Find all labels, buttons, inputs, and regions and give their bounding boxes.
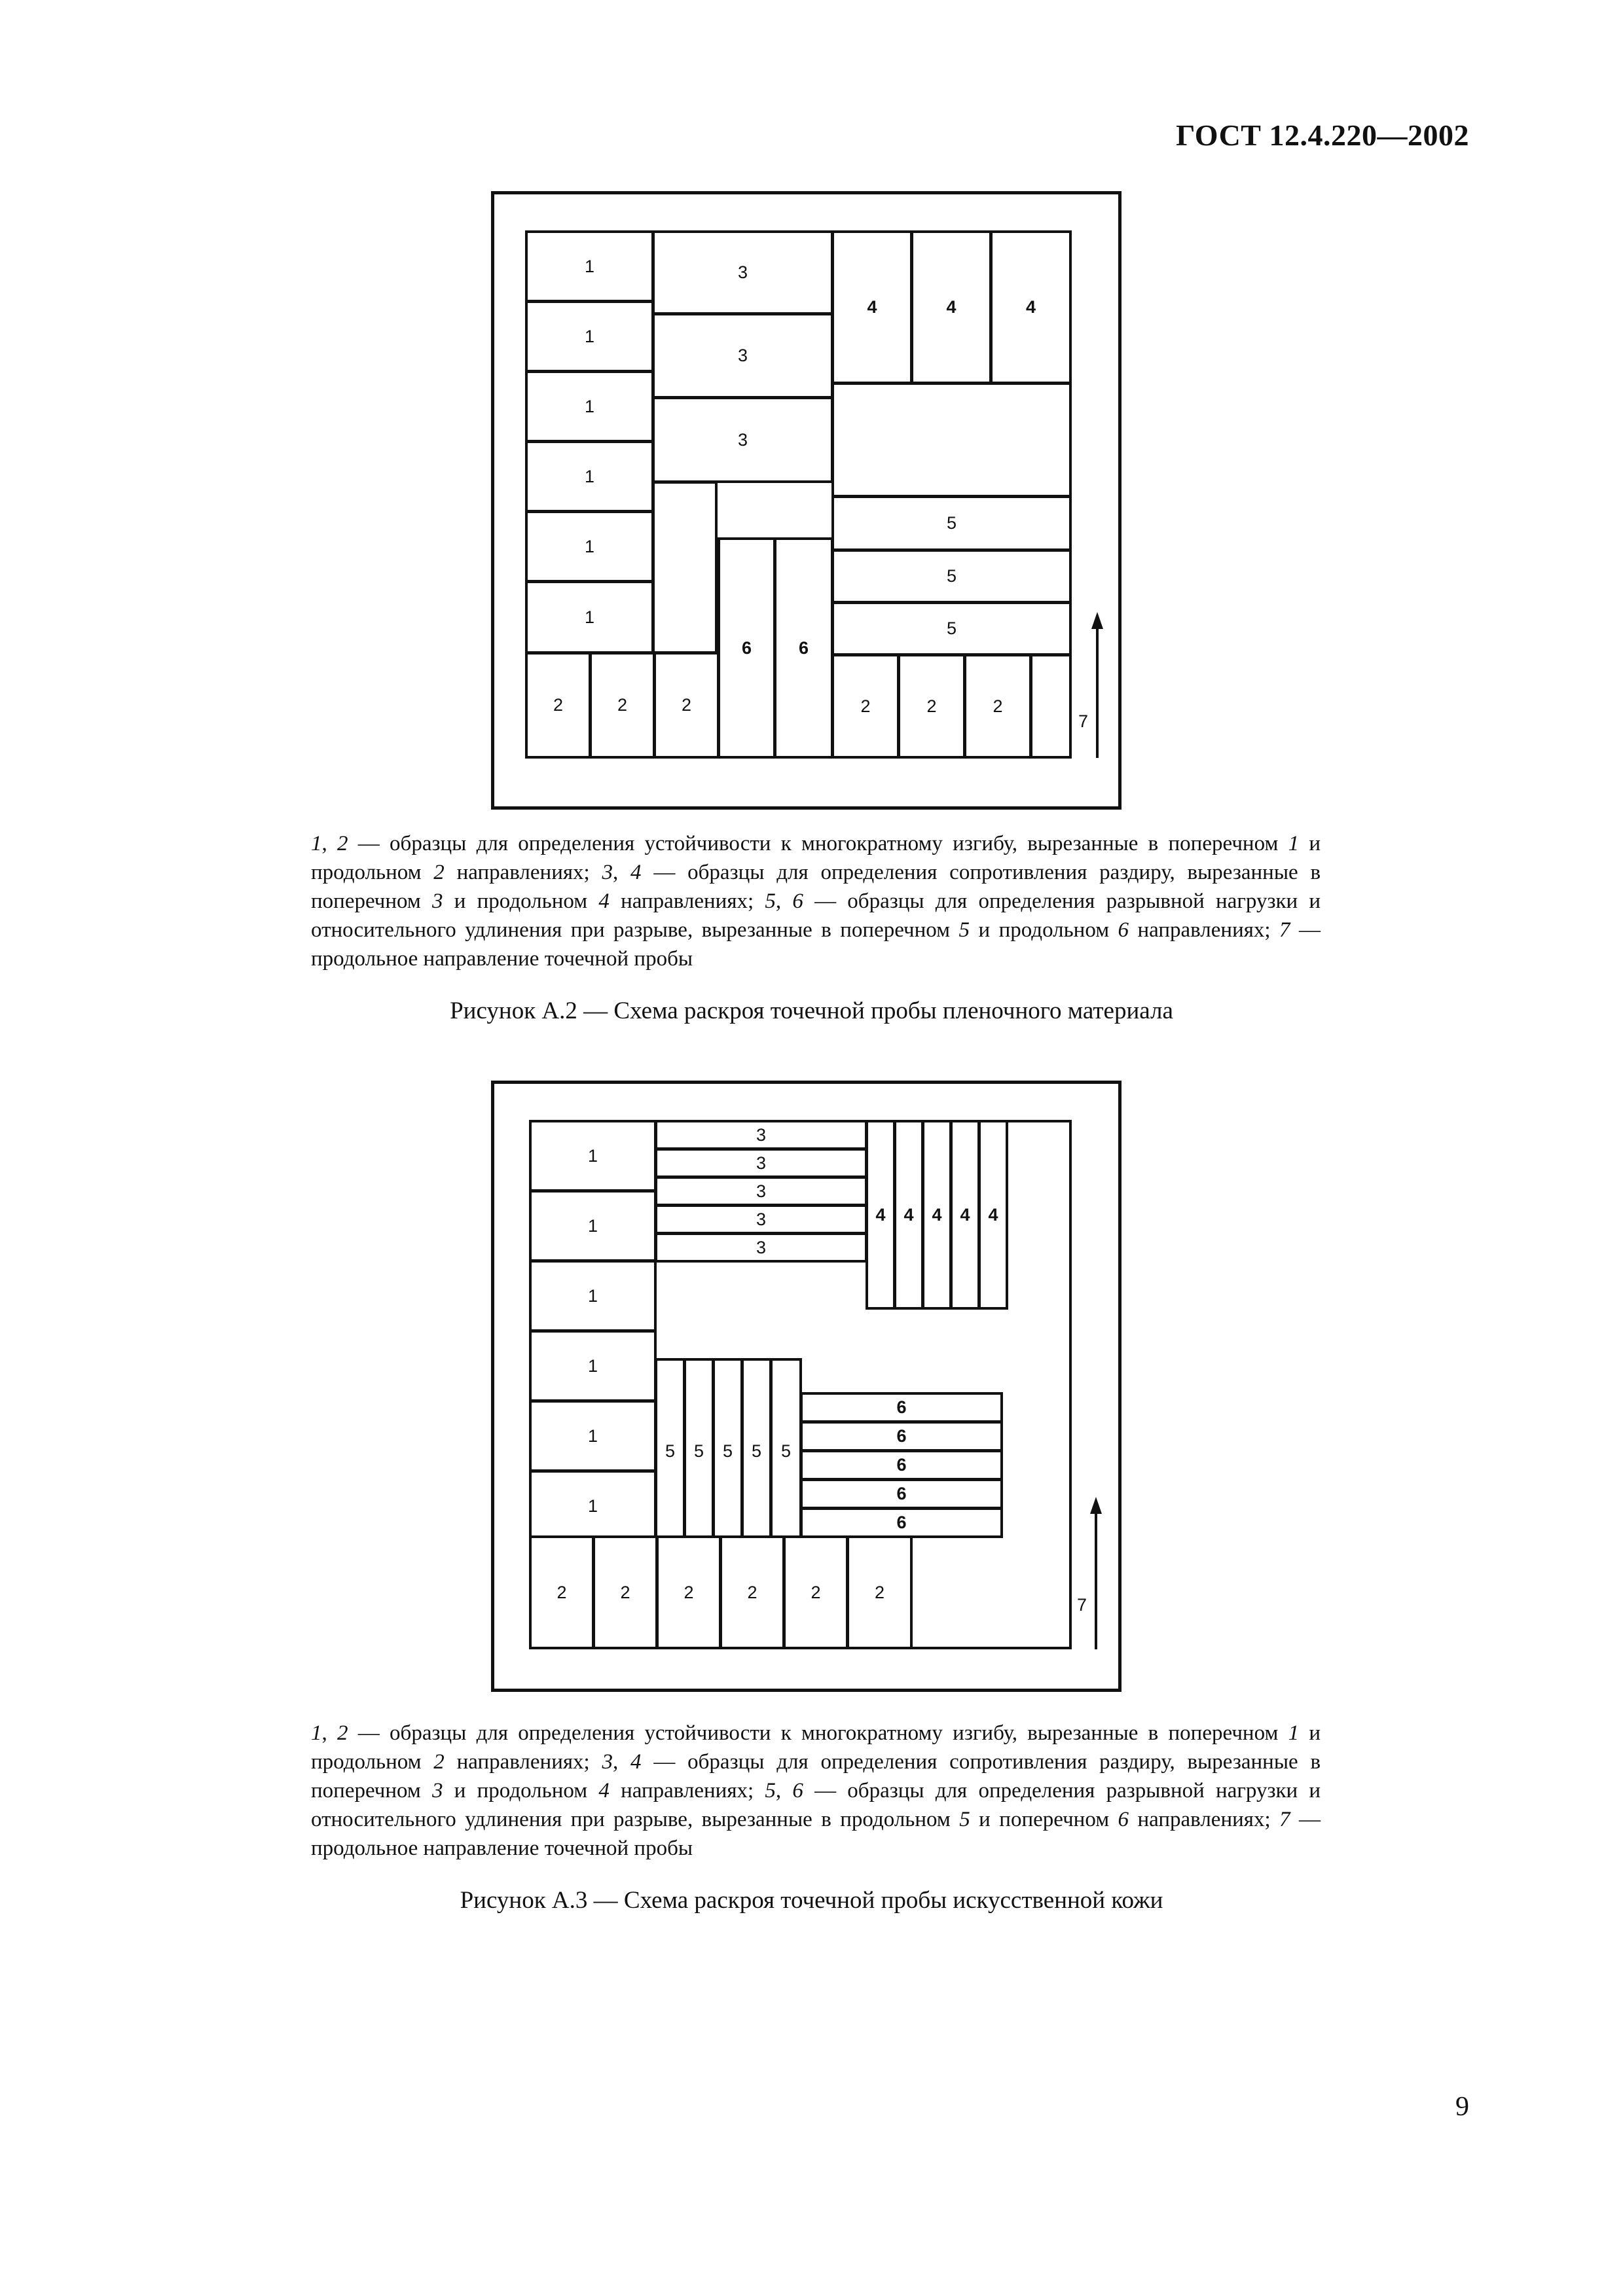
- figure-a3-caption: Рисунок А.3 — Схема раскроя точечной пробы искусственной кожи: [460, 1887, 1163, 1914]
- sample-5: 5: [831, 549, 1072, 603]
- sample-5: 5: [770, 1358, 802, 1544]
- empty-area: [1030, 654, 1072, 759]
- sample-4: 4: [990, 230, 1072, 384]
- figure-a3-legend: 1, 2 — образцы для определения устойчивости к многократному изгибу, вырезанные в поперечном 1 и продольном 2 направлениях; 3, 4 — образцы для определения сопротивления раздиру, вырезанные в поперечном 3 и продольном 4 направлениях; 5, 6 — образцы для определения разрывной нагрузки и относительного удлинения при разрыве, вырезанные в продольном 5 и поперечном 6 направлениях; 7 — продольное направление точечной пробы: [311, 1721, 1321, 1860]
- sample-2: 2: [964, 654, 1032, 759]
- sample-4: 4: [894, 1120, 924, 1310]
- sample-2: 2: [525, 652, 591, 759]
- sample-3: 3: [655, 1120, 867, 1150]
- figure-a2-caption: Рисунок А.2 — Схема раскроя точечной пробы пленочного материала: [450, 997, 1173, 1024]
- empty-area: [831, 382, 1072, 497]
- sample-5: 5: [712, 1358, 743, 1544]
- sample-6: 6: [800, 1450, 1003, 1480]
- sample-6: 6: [800, 1507, 1003, 1538]
- sample-3: 3: [655, 1204, 867, 1234]
- direction-label: 7: [1077, 1595, 1087, 1615]
- sample-4: 4: [866, 1120, 896, 1310]
- page-number: 9: [1455, 2092, 1469, 2122]
- sample-1: 1: [525, 581, 654, 654]
- sample-5: 5: [831, 601, 1072, 656]
- sample-5: 5: [684, 1358, 714, 1544]
- sample-1: 1: [525, 440, 654, 512]
- direction-arrow-line: [1095, 1512, 1097, 1649]
- sample-6: 6: [718, 537, 776, 759]
- sample-3: 3: [655, 1176, 867, 1206]
- sample-3: 3: [655, 1148, 867, 1178]
- sample-6: 6: [800, 1421, 1003, 1452]
- sample-2: 2: [898, 654, 966, 759]
- sample-1: 1: [525, 370, 654, 442]
- sample-4: 4: [922, 1120, 952, 1310]
- sample-2: 2: [589, 652, 655, 759]
- sample-1: 1: [529, 1400, 657, 1472]
- sample-2: 2: [847, 1535, 913, 1649]
- sample-4: 4: [978, 1120, 1008, 1310]
- sample-3: 3: [655, 1232, 867, 1263]
- sample-5: 5: [741, 1358, 772, 1544]
- sample-2: 2: [653, 652, 720, 759]
- sample-2: 2: [656, 1535, 721, 1649]
- sample-1: 1: [525, 300, 654, 372]
- document-header: ГОСТ 12.4.220—2002: [1176, 118, 1469, 152]
- sample-5: 5: [655, 1358, 685, 1544]
- direction-arrow-line: [1096, 627, 1099, 758]
- sample-3: 3: [652, 313, 833, 399]
- sample-1: 1: [529, 1120, 657, 1192]
- sample-1: 1: [525, 230, 654, 302]
- sample-1: 1: [525, 511, 654, 583]
- sample-4: 4: [911, 230, 992, 384]
- sample-1: 1: [529, 1470, 657, 1542]
- sample-6: 6: [774, 537, 833, 759]
- sample-2: 2: [529, 1535, 594, 1649]
- sample-2: 2: [593, 1535, 658, 1649]
- sample-1: 1: [529, 1330, 657, 1402]
- sample-3: 3: [652, 397, 833, 483]
- sample-1: 1: [529, 1190, 657, 1262]
- sample-6: 6: [800, 1479, 1003, 1509]
- sample-1: 1: [529, 1260, 657, 1332]
- figure-a2-legend: 1, 2 — образцы для определения устойчивости к многократному изгибу, вырезанные в поперечном 1 и продольном 2 направлениях; 3, 4 — образцы для определения сопротивления раздиру, вырезанные в поперечном 3 и продольном 4 направлениях; 5, 6 — образцы для определения разрывной нагрузки и относительного удлинения при разрыве, вырезанные в поперечном 5 и продольном 6 направлениях; 7 — продольное направление точечной пробы: [311, 832, 1321, 971]
- direction-label: 7: [1078, 711, 1089, 731]
- sample-6: 6: [800, 1392, 1003, 1423]
- sample-2: 2: [720, 1535, 785, 1649]
- sample-2: 2: [783, 1535, 848, 1649]
- sample-4: 4: [831, 230, 913, 384]
- sample-3: 3: [652, 230, 833, 315]
- empty-area: [652, 481, 718, 654]
- sample-5: 5: [831, 495, 1072, 551]
- sample-4: 4: [950, 1120, 980, 1310]
- sample-2: 2: [831, 654, 900, 759]
